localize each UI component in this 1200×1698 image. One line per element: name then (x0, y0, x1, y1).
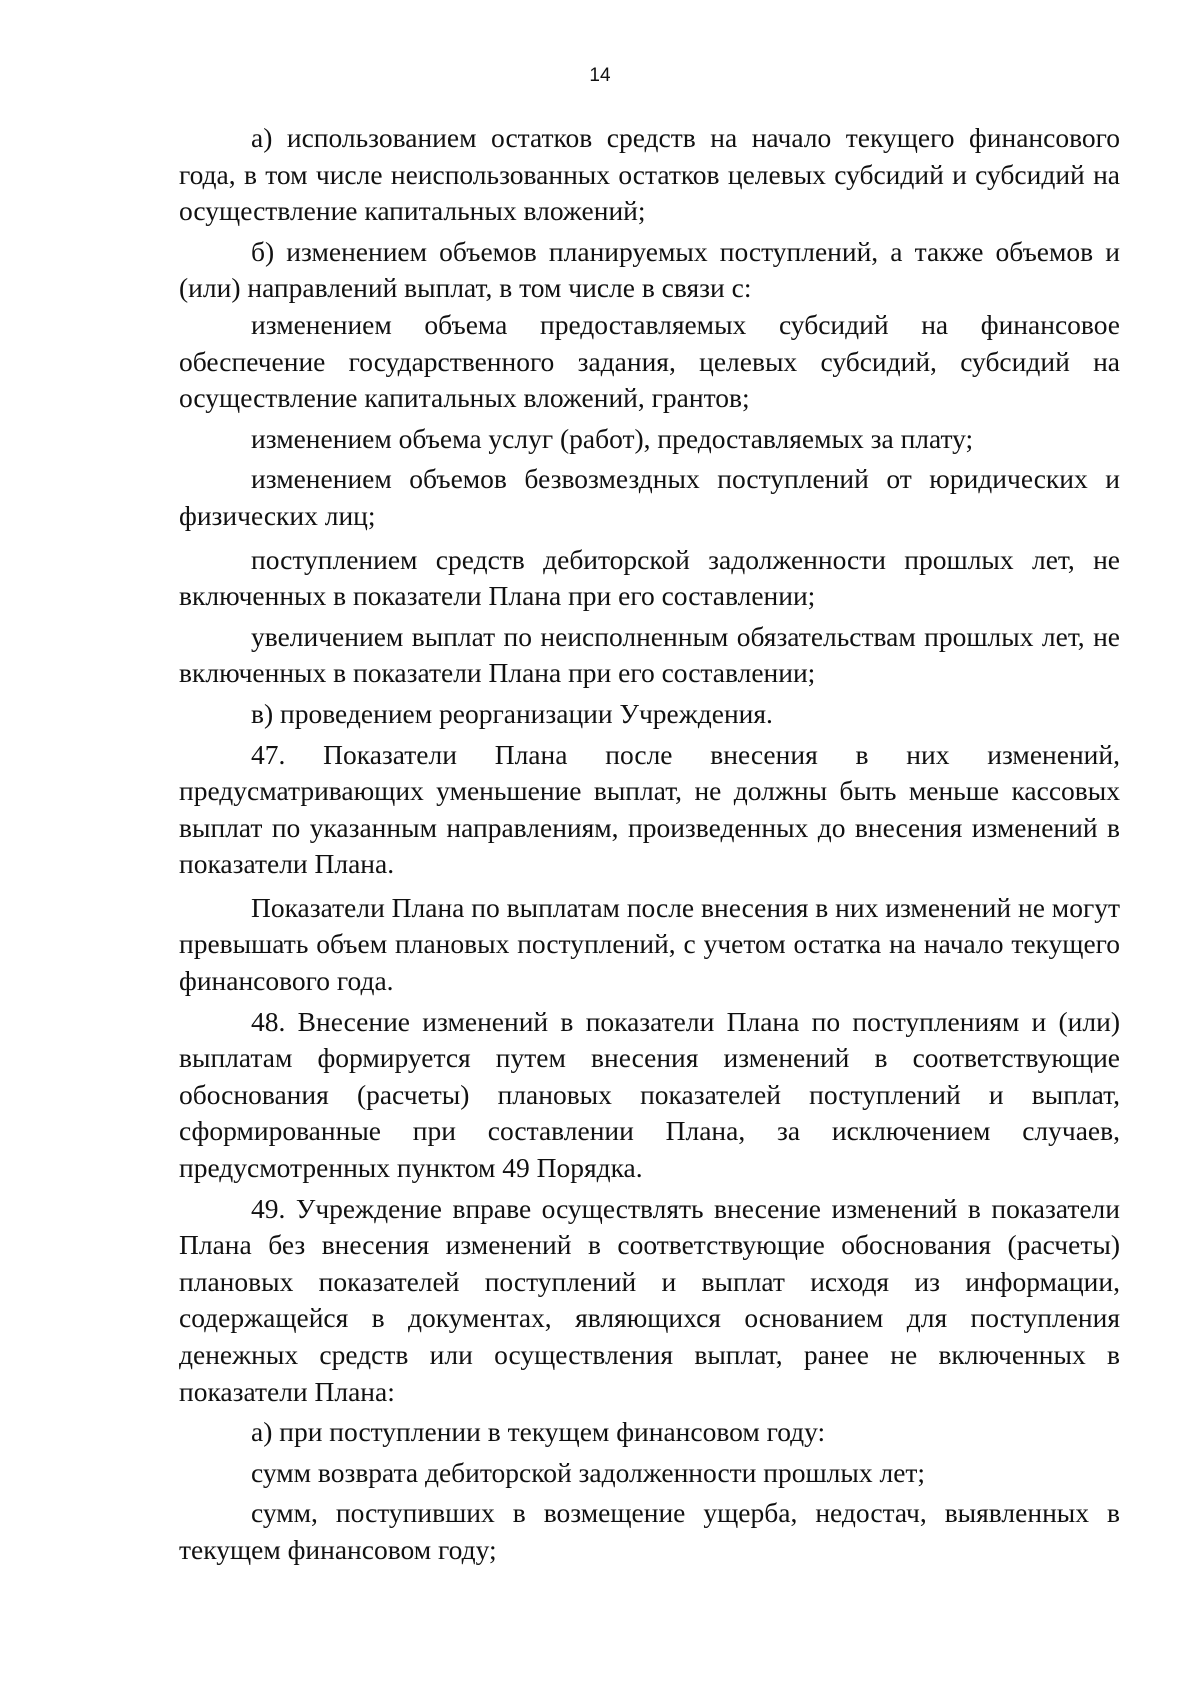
paragraph-48: 48. Внесение изменений в показатели Плана по поступлениям и (или) выплатам формируется путем внесения изменений в соответствующие обоснования (расчеты) плановых показателей поступлений и выплат, сформированные при составлении Плана, за исключением случаев, предусмотренных пунктом 49 Порядка. (179, 1005, 1120, 1184)
paragraph-b-volume-changes: б) изменением объемов планируемых поступлений, а также объемов и (или) направлений выплат, в том числе в связи с: (179, 235, 1120, 304)
paragraph-subsidy-change: изменением объема предоставляемых субсидий на финансовое обеспечение государственного задания, целевых субсидий, субсидий на осуществление капитальных вложений, грантов; (179, 308, 1120, 414)
paragraph-gratuitous-receipts-change: изменением объемов безвозмездных поступлений от юридических и физических лиц; (179, 463, 1120, 531)
document-body (179, 120, 1120, 1569)
paragraph-receivables-receipt: поступлением средств дебиторской задолженности прошлых лет, не включенных в показатели Плана при его составлении; (179, 543, 1120, 612)
paragraph-a-current-year-receipt: а) при поступлении в текущем финансовом году: (251, 1416, 826, 1448)
paragraph-unfulfilled-obligations: увеличением выплат по неисполненным обязательствам прошлых лет, не включенных в показатели Плана при его составлении; (179, 620, 1120, 689)
paragraph-damage-compensation: сумм, поступивших в возмещение ущерба, недостач, выявленных в текущем финансовом году; (179, 1497, 1120, 1565)
paragraph-a-remaining-funds: а) использованием остатков средств на начало текущего финансового года, в том числе неиспользованных остатков целевых субсидий и субсидий на осуществление капитальных вложений; (179, 122, 1120, 227)
page-number: 14 (589, 65, 611, 86)
paragraph-v-reorganization: в) проведением реорганизации Учреждения. (251, 697, 773, 729)
paragraph-47: 47. Показатели Плана после внесения в них изменений, предусматривающих уменьшение выплат, не должны быть меньше кассовых выплат по указанным направлениям, произведенных до внесения изменений в показатели Плана. (179, 738, 1120, 880)
paragraph-plan-payments-limit: Показатели Плана по выплатам после внесения в них изменений не могут превышать объем плановых поступлений, с учетом остатка на начало текущего финансового года. (179, 891, 1120, 997)
paragraph-paid-services-change: изменением объема услуг (работ), предоставляемых за плату; (251, 422, 974, 454)
paragraph-49: 49. Учреждение вправе осуществлять внесение изменений в показатели Плана без внесения изменений в соответствующие обоснования (расчеты) плановых показателей поступлений и выплат исходя из информации, содержащейся в документах, являющихся основанием для поступления денежных средств или осуществления выплат, ранее не включенных в показатели Плана: (179, 1192, 1120, 1407)
paragraph-receivables-return: сумм возврата дебиторской задолженности прошлых лет; (251, 1456, 926, 1488)
